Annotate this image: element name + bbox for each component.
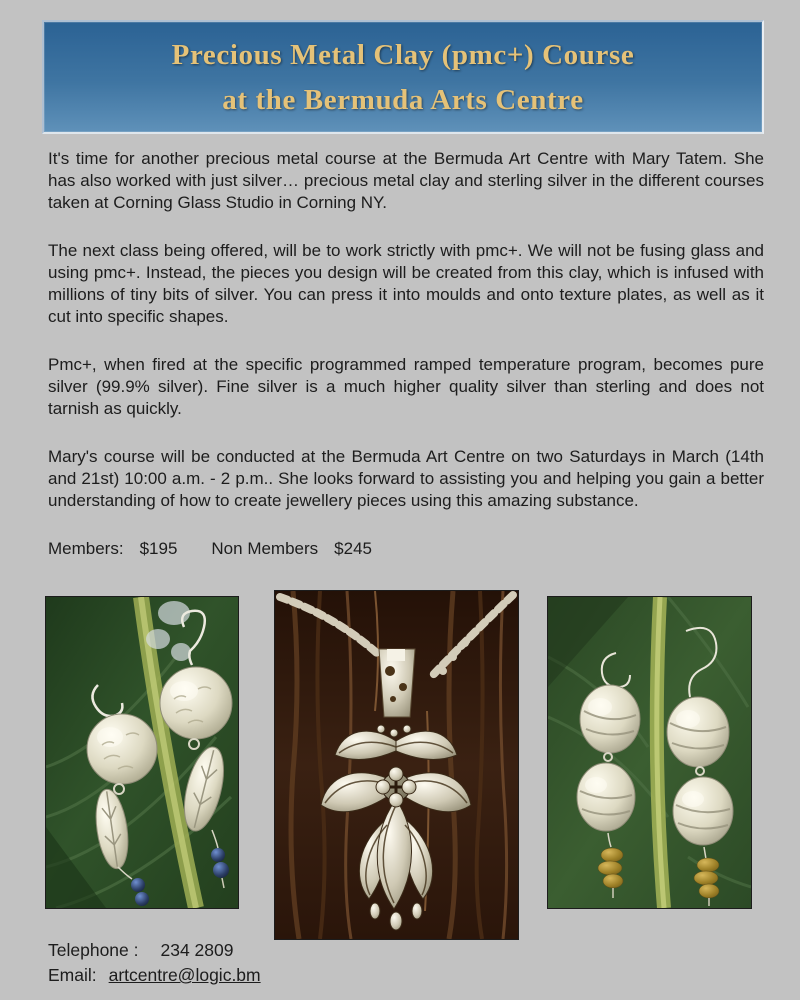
non-members-price: $245 [334,539,372,558]
header-banner [42,20,764,134]
telephone-label: Telephone : [48,940,139,960]
telephone-number: 234 2809 [160,940,234,960]
pricing-line [48,538,764,560]
members-price: $195 [139,539,178,558]
earrings-blue-beads-photo [45,596,239,909]
silver-pendant-photo [274,590,519,940]
non-members-label: Non Members [211,539,319,558]
earrings-amber-beads-photo [547,596,752,909]
paragraph-class-details: The next class being offered, will be to work strictly with pmc+. We will not be fusing glass and using pmc+. Instead, the pieces you design will be created from this clay, which is infused with millions of tiny bits of silver. You can press it into moulds and onto texture plates, as well as it cut into specific shapes. [48,241,764,326]
email-line [48,963,261,988]
members-label: Members: [48,539,124,558]
flyer-title-line1: Precious Metal Clay (pmc+) Course [171,39,635,71]
flyer-title-line2: at the Bermuda Arts Centre [222,84,584,116]
contact-block [48,938,261,988]
paragraph-intro: It's time for another precious metal course at the Bermuda Art Centre with Mary Tatem. She has also worked with just silver… precious metal clay and sterling silver in the different courses taken at Corning Glass Studio in Corning NY. [48,149,764,212]
email-label: Email: [48,965,97,985]
telephone-line [48,938,261,963]
paragraph-schedule: Mary's course will be conducted at the Bermuda Art Centre on two Saturdays in March (14th and 21st) 10:00 a.m. - 2 p.m.. She looks forward to assisting you and helping you gain a better understanding of how to create jewellery pieces using this amazing substance. [48,447,764,510]
paragraph-firing-info: Pmc+, when fired at the specific programmed ramped temperature program, becomes pure silver (99.9% silver). Fine silver is a much higher quality silver than sterling and does not tarnish as quickly. [48,355,764,418]
email-link[interactable]: artcentre@logic.bm [108,965,261,985]
body-text [48,148,764,586]
